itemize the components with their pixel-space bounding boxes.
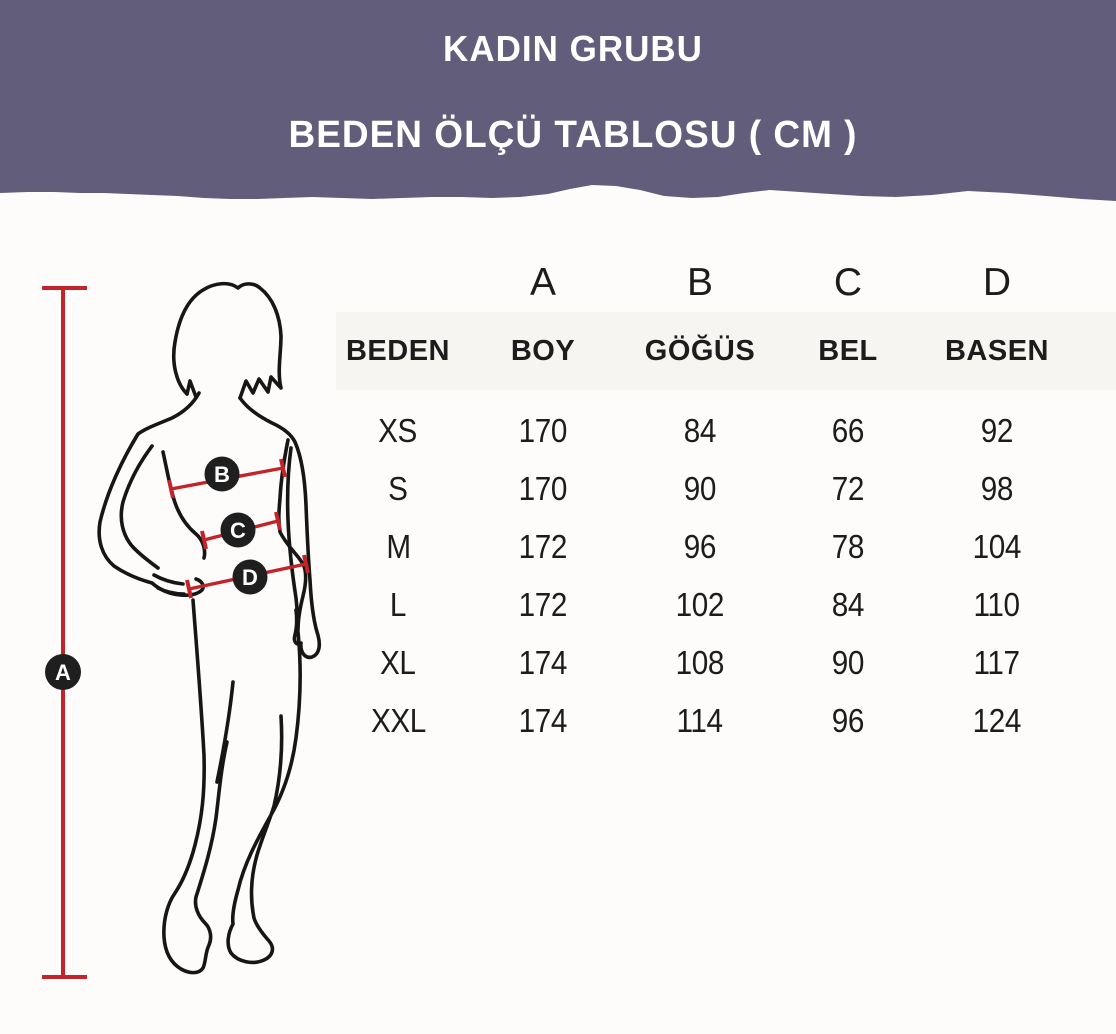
basen-value: 110 (973, 586, 1021, 623)
bel-value: 66 (831, 412, 865, 449)
basen-value: 104 (972, 528, 1022, 565)
gogus-value: 90 (683, 470, 717, 507)
table-row-xs (336, 402, 1072, 460)
boy-value: 172 (518, 528, 568, 565)
banner (0, 0, 1116, 210)
banner-title: KADIN GRUBU (443, 29, 703, 70)
letter-cell-b: B (686, 261, 713, 304)
column-header-gogus: GÖĞÜS (644, 334, 756, 367)
gogus-value: 114 (676, 702, 724, 739)
letter-cell-d: D (982, 261, 1012, 304)
basen-value: 124 (972, 702, 1022, 739)
size-label: L (389, 586, 407, 623)
marker-d-label: D (242, 565, 258, 590)
marker-a-label: A (55, 660, 71, 685)
measure-markers (45, 457, 268, 691)
letter-cell-a: A (529, 261, 556, 304)
boy-value: 172 (518, 586, 568, 623)
marker-b-label: B (214, 462, 230, 487)
boy-value: 170 (518, 470, 568, 507)
size-label: XXL (370, 702, 426, 739)
gogus-value: 96 (683, 528, 717, 565)
woman-outline-illustration (0, 255, 360, 1029)
bel-value: 96 (831, 702, 865, 739)
gogus-value: 108 (675, 644, 725, 681)
banner-subtitle: BEDEN ÖLÇÜ TABLOSU ( CM ) (288, 113, 858, 156)
column-header-bel: BEL (818, 334, 878, 367)
table-row-xxl (336, 692, 1072, 750)
measurement-figure (0, 255, 360, 1029)
boy-value: 170 (518, 412, 568, 449)
bel-value: 90 (831, 644, 865, 681)
measure-letter-row (336, 256, 1072, 310)
table-row-l (336, 576, 1072, 634)
gogus-value: 102 (675, 586, 725, 623)
table-row-m (336, 518, 1072, 576)
boy-value: 174 (518, 644, 568, 681)
basen-value: 98 (980, 470, 1014, 507)
marker-c-label: C (230, 518, 246, 543)
table-row-xl (336, 634, 1072, 692)
basen-value: 117 (973, 644, 1021, 681)
gogus-value: 84 (683, 412, 717, 449)
bel-value: 84 (831, 586, 865, 623)
size-label: XS (378, 412, 418, 449)
letter-cell-c: C (833, 261, 863, 304)
height-measure-line-a (42, 288, 87, 977)
column-header-boy: BOY (510, 334, 576, 367)
size-label: M (385, 528, 411, 565)
table-body (336, 402, 1072, 750)
column-header-basen: BASEN (944, 334, 1049, 367)
table-header-row (336, 312, 1072, 390)
bel-value: 72 (831, 470, 865, 507)
basen-value: 92 (980, 412, 1014, 449)
boy-value: 174 (518, 702, 568, 739)
size-label: XL (380, 644, 416, 681)
bel-value: 78 (831, 528, 865, 565)
woman-body-outline (99, 284, 319, 973)
table-row-s (336, 460, 1072, 518)
size-label: S (388, 470, 408, 507)
column-header-beden: BEDEN (345, 334, 450, 367)
